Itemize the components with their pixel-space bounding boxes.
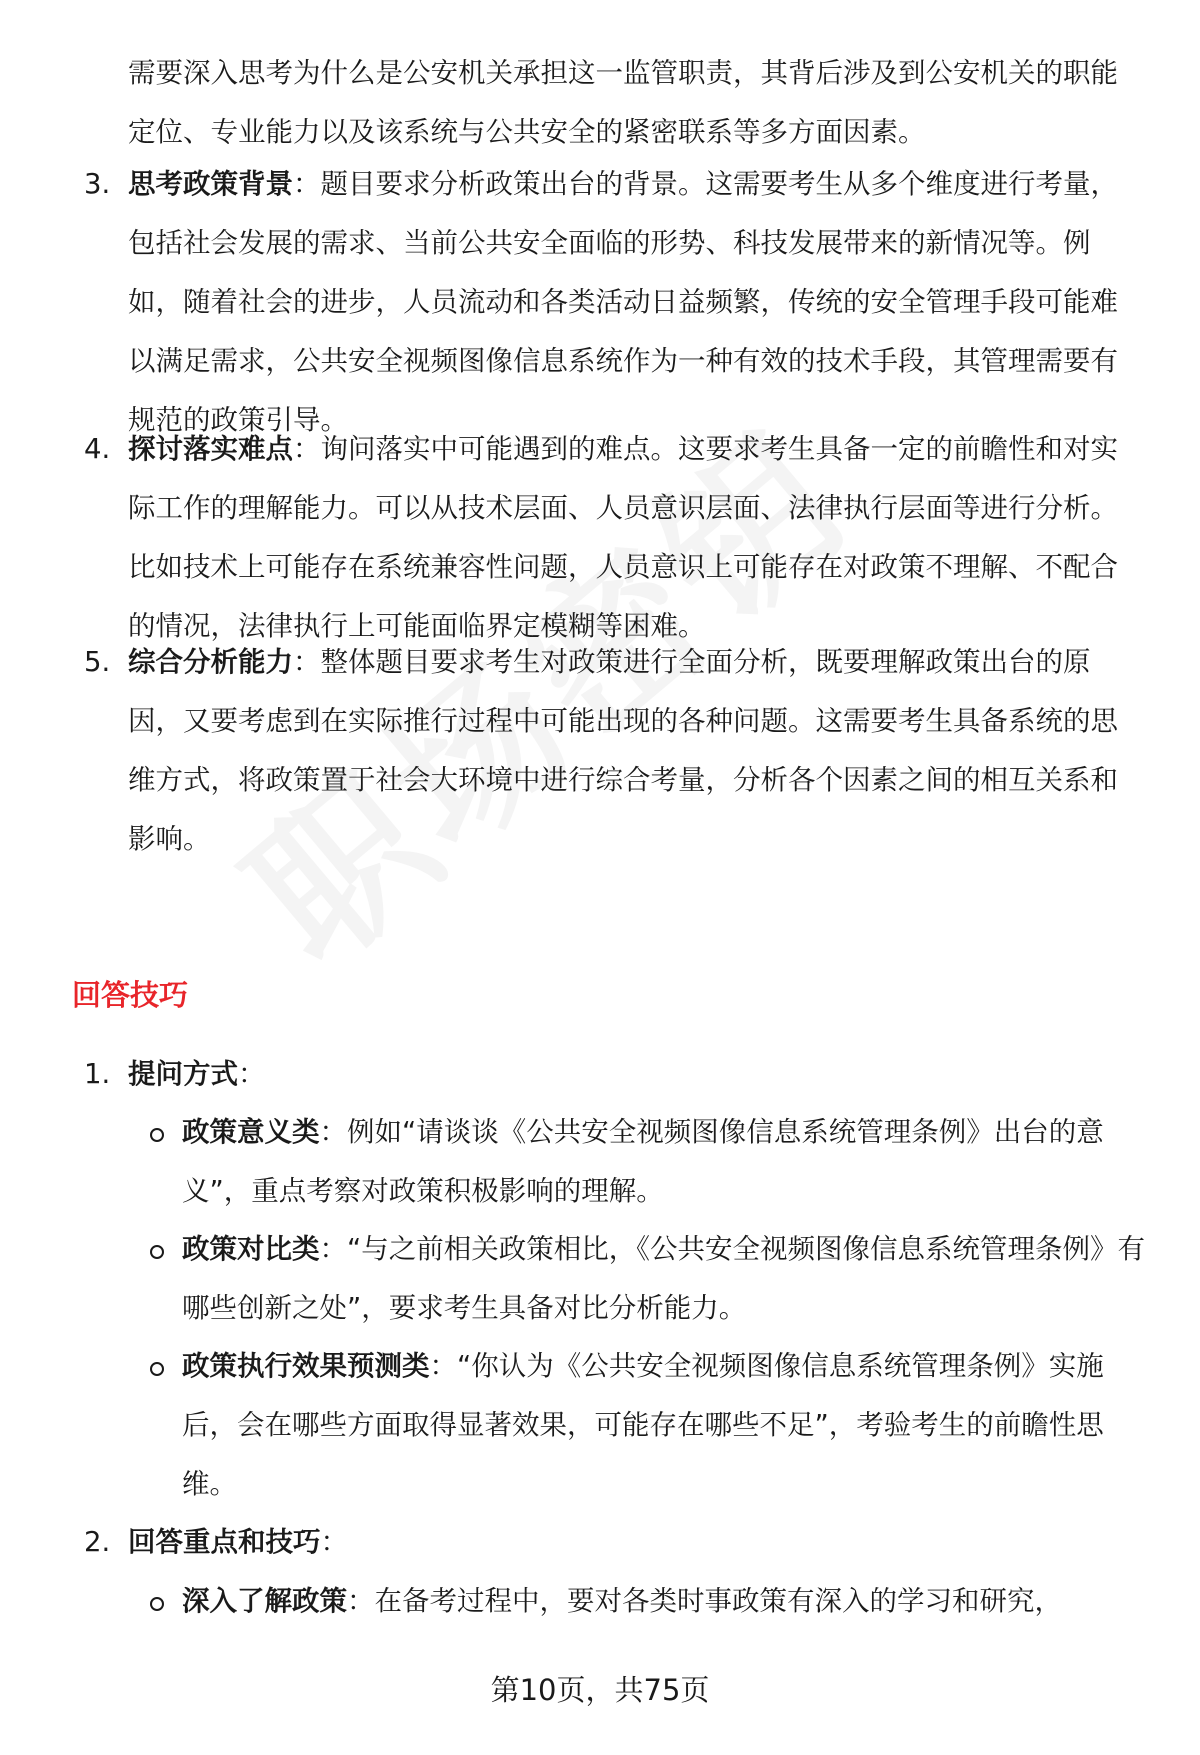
item-number: 4. [84,433,111,465]
list-item-5 [84,633,1144,869]
sub-item-title: 政策执行效果预测类 [182,1350,430,1382]
section-title: 回答技巧 [72,978,189,1012]
sub-item-title: 政策对比类 [182,1233,320,1265]
sub-item-policy-effect [150,1337,1145,1514]
item-title: 探讨落实难点 [128,433,293,465]
item-title: 提问方式 [128,1058,238,1090]
sub-item-policy-meaning [150,1103,1145,1221]
item-number: 1. [84,1058,111,1090]
sub-item-text: ：“你认为《公共安全视频图像信息系统管理条例》实施后，会在哪些方面取得显著效果，可能存在哪些不足”，考验考生的前瞻性思维。 [182,1350,1104,1500]
item-text: ：询问落实中可能遇到的难点。这要求考生具备一定的前瞻性和对实际工作的理解能力。可以从技术层面、人员意识层面、法律执行层面等进行分析。比如技术上可能存在系统兼容性问题，人员意识上可能存在对政策不理解、不配合的情况，法律执行上可能面临界定模糊等困难。 [128,433,1118,642]
item-number: 3. [84,168,111,200]
tip-item-1 [84,1045,1144,1104]
continued-paragraph: 需要深入思考为什么是公安机关承担这一监管职责，其背后涉及到公安机关的职能定位、专业能力以及该系统与公共安全的紧密联系等多方面因素。 [128,57,1118,148]
circle-bullet-icon [150,1597,164,1611]
tip-item-2 [84,1513,1144,1572]
item-text: ：题目要求分析政策出台的背景。这需要考生从多个维度进行考量，包括社会发展的需求、当前公共安全面临的形势、科技发展带来的新情况等。例如，随着社会的进步，人员流动和各类活动日益频繁，传统的安全管理手段可能难以满足需求，公共安全视频图像信息系统作为一种有效的技术手段，其管理需要有规范的政策引导。 [128,168,1118,436]
item-number: 2. [84,1526,111,1558]
item-text: ： [238,1058,266,1090]
sub-item-understand-policy [150,1572,1145,1631]
sub-item-text: ：“与之前相关政策相比，《公共安全视频图像信息系统管理条例》有哪些创新之处”，要求考生具备对比分析能力。 [182,1233,1145,1324]
sub-item-title: 深入了解政策 [182,1585,347,1617]
sub-item-policy-comparison [150,1220,1145,1338]
circle-bullet-icon [150,1245,164,1259]
sub-item-text: ：例如“请谈谈《公共安全视频图像信息系统管理条例》出台的意义”，重点考察对政策积极影响的理解。 [182,1116,1104,1207]
sub-item-text: ：在备考过程中，要对各类时事政策有深入的学习和研究， [347,1585,1062,1617]
list-item-3 [84,155,1144,450]
sub-item-title: 政策意义类 [182,1116,320,1148]
item-title: 思考政策背景 [128,168,293,200]
item-text: ：整体题目要求考生对政策进行全面分析，既要理解政策出台的原因，又要考虑到在实际推行过程中可能出现的各种问题。这需要考生具备系统的思维方式，将政策置于社会大环境中进行综合考量，分析各个因素之间的相互关系和影响。 [128,646,1118,855]
circle-bullet-icon [150,1362,164,1376]
page-footer: 第10页，共75页 [490,1673,710,1707]
item-text: ： [320,1526,348,1558]
item-number: 5. [84,646,111,678]
list-item-4 [84,420,1144,656]
circle-bullet-icon [150,1128,164,1142]
item-title: 回答重点和技巧 [128,1526,321,1558]
item-title: 综合分析能力 [128,646,293,678]
